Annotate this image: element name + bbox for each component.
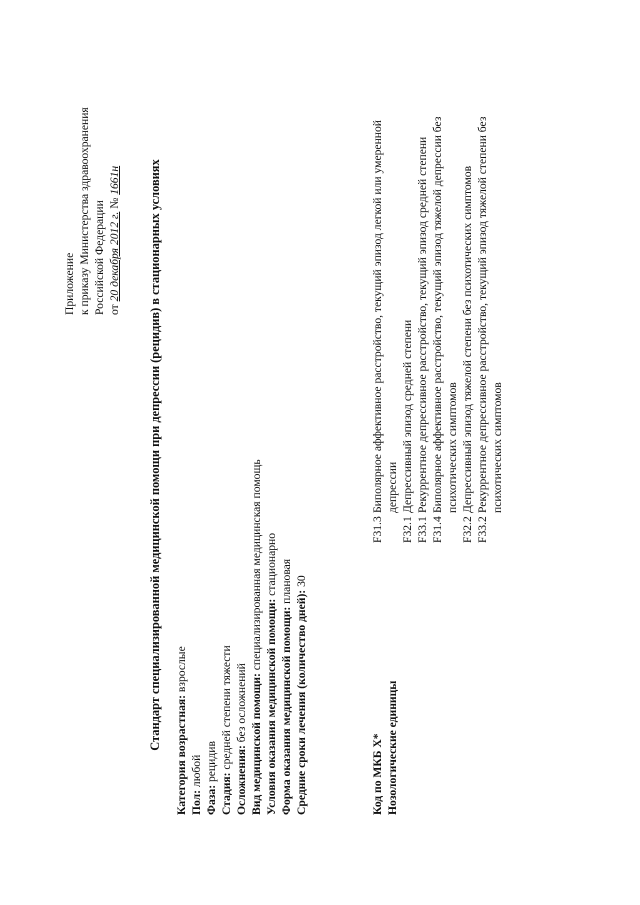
document-title: Стандарт специализированной медицинской помощи при депрессии (рецидив) в стационарных условиях [148, 159, 162, 751]
spacer [400, 543, 415, 815]
nosology-header: Нозологические единицы [386, 680, 399, 815]
spacer [430, 543, 445, 815]
icd-description: Рекуррентное депрессивное расстройство, текущий эпизод средней степени [416, 136, 429, 513]
param-label: Средние сроки лечения (количество дней): [295, 589, 308, 815]
icd-description: Депрессивный эпизод средней степени [401, 319, 414, 513]
spacer [415, 543, 430, 815]
param-value: специализированная медицинская помощь [250, 459, 263, 671]
param-label: Форма оказания медицинской помощи: [280, 606, 293, 815]
param-row [294, 115, 309, 815]
param-label: Вид медицинской помощи: [250, 673, 263, 815]
icd-first-row-continued [385, 35, 400, 815]
param-row [264, 115, 279, 815]
handwritten-date: 20 декабря 2012 г. [108, 211, 121, 302]
appendix-line-4 [107, 15, 122, 315]
icd-row-continued [490, 35, 505, 815]
icd-codes-section [370, 35, 505, 815]
icd-description: Депрессивный эпизод тяжелой степени без психотических симптомов [461, 165, 474, 513]
param-label: Пол: [190, 789, 203, 815]
spacer [445, 513, 460, 815]
param-row [189, 115, 204, 815]
prefix-number: № [108, 197, 121, 209]
icd-code: F31.3 [371, 516, 384, 543]
icd-code: F32.1 [401, 516, 414, 543]
parameters-list [174, 115, 309, 815]
param-row [219, 115, 234, 815]
icd-row-continued [445, 35, 460, 815]
param-value: любой [190, 754, 203, 788]
param-value: плановая [280, 558, 293, 604]
param-row [249, 115, 264, 815]
param-value: без осложнений [235, 663, 248, 743]
icd-description: Биполярное аффективное расстройство, текущий эпизод легкой или умеренной [371, 120, 384, 513]
icd-description: Рекуррентное депрессивное расстройство, текущий эпизод тяжелой степени без [476, 116, 489, 513]
param-value: 30 [295, 575, 308, 587]
param-value: стационарно [265, 532, 278, 596]
param-label: Условия оказания медицинской помощи: [265, 598, 278, 815]
icd-description-cont: психотических симптомов [446, 382, 459, 513]
icd-description-cont: депрессии [386, 461, 399, 513]
param-value: взрослые [175, 646, 188, 693]
icd-row [475, 35, 490, 815]
icd-code-header: Код по МКБ X* [371, 733, 384, 815]
appendix-line-3: Российской Федерации [93, 200, 106, 315]
param-row [279, 115, 294, 815]
appendix-block [62, 15, 122, 315]
param-value: рецидив [205, 741, 218, 783]
icd-code: F33.1 [416, 516, 429, 543]
icd-first-row [370, 35, 385, 815]
spacer [475, 543, 490, 815]
icd-row [460, 35, 475, 815]
prefix-from: от [108, 304, 121, 315]
param-row [204, 115, 219, 815]
spacer [490, 513, 505, 815]
param-value: средней степени тяжести [220, 645, 233, 770]
param-label: Стадия: [220, 772, 233, 815]
param-row [234, 115, 249, 815]
icd-code: F31.4 [431, 516, 444, 543]
handwritten-number: 1661н [108, 165, 121, 195]
icd-row [430, 35, 445, 815]
spacer [460, 543, 475, 815]
icd-description-cont: психотических симптомов [491, 382, 504, 513]
appendix-line-2: к приказу Министерства здравоохранения [78, 107, 91, 315]
icd-description: Биполярное аффективное расстройство, текущий эпизод тяжелой депрессии без [431, 116, 444, 513]
param-label: Фаза: [205, 784, 218, 815]
param-label: Осложнения: [235, 745, 248, 815]
icd-row [415, 35, 430, 815]
appendix-line-1: Приложение [63, 252, 76, 315]
icd-code: F32.2 [461, 516, 474, 543]
spacer [385, 513, 400, 543]
icd-code: F33.2 [476, 516, 489, 543]
param-row [174, 115, 189, 815]
icd-row [400, 35, 415, 815]
param-label: Категория возрастная: [175, 695, 188, 815]
